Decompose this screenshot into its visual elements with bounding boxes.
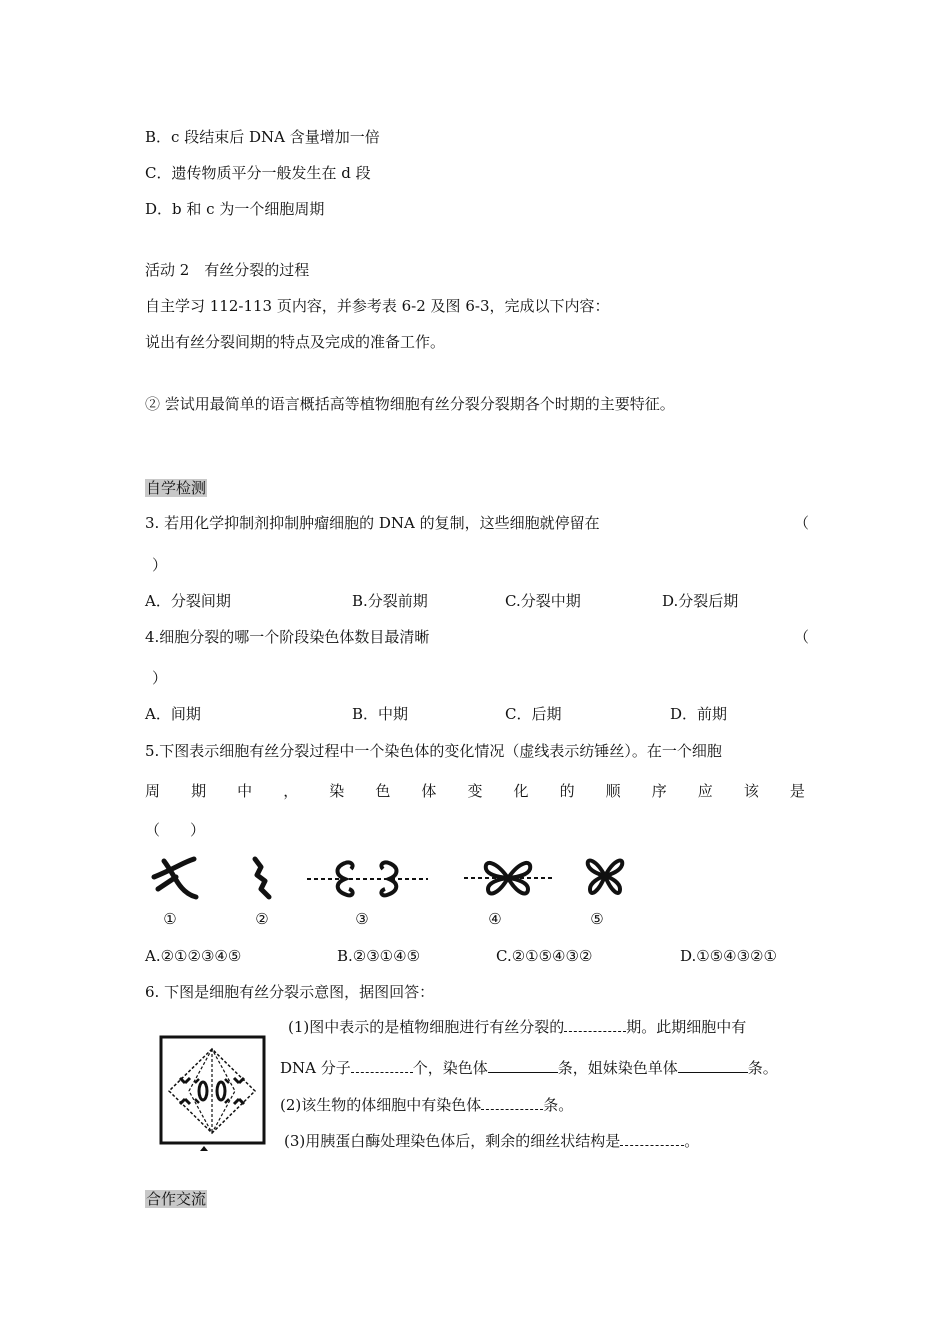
q6-sub2: (2)该生物的体细胞中有染色体 条。 (280, 1096, 574, 1114)
q5-option-a: A.②①②③④⑤ (145, 947, 242, 965)
q5-paren: （ ） (145, 821, 206, 839)
blank[interactable] (481, 1095, 543, 1110)
q3-option-b: B.分裂前期 (352, 592, 428, 610)
q4-option-d: D．前期 (670, 705, 728, 723)
q6-sub3: (3)用胰蛋白酶处理染色体后，剩余的细丝状结构是 。 (284, 1132, 700, 1150)
q6-sub1-line1: (1)图中表示的是植物细胞进行有丝分裂的 期。此期细胞中有 (288, 1018, 747, 1036)
q3-option-c: C.分裂中期 (505, 592, 581, 610)
q4-option-a: A．间期 (145, 705, 201, 723)
blank[interactable] (351, 1058, 413, 1073)
q5-char: 周 (145, 782, 161, 800)
q5-char: 中 (237, 782, 253, 800)
q5-char: ， (283, 782, 299, 800)
q5-text-line2 (145, 781, 805, 801)
q5-option-d: D.①⑤④③②① (680, 947, 777, 965)
chromosome-figure-5 (582, 853, 628, 899)
q5-char: 色 (375, 782, 391, 800)
figure-label-1: ① (163, 910, 177, 928)
figure-label-3: ③ (355, 910, 369, 928)
chromosome-figure-1 (150, 855, 200, 901)
q4-paren-open: （ (794, 628, 810, 646)
q3-paren-close: ） (152, 556, 168, 574)
q5-char: 是 (789, 782, 805, 800)
q6-text: 6. 下图是细胞有丝分裂示意图，据图回答： (145, 983, 435, 1001)
q6-sub1-line2: DNA 分子 个，染色体 条，姐妹染色单体 条。 (280, 1059, 778, 1077)
q5-char: 期 (191, 782, 207, 800)
q5-char: 顺 (605, 782, 621, 800)
blank[interactable] (488, 1058, 558, 1073)
q3-paren-open: （ (794, 514, 810, 532)
q4-option-c: C．后期 (505, 705, 562, 723)
option-c-prev: C．遗传物质平分一般发生在 d 段 (145, 164, 371, 182)
activity-title: 活动 2 有丝分裂的过程 (145, 261, 310, 279)
activity-line3: ② 尝试用最简单的语言概括高等植物细胞有丝分裂分裂期各个时期的主要特征。 (145, 395, 675, 413)
q5-char: 体 (421, 782, 437, 800)
blank[interactable] (620, 1131, 684, 1146)
q5-char: 染 (329, 782, 345, 800)
activity-line2: 说出有丝分裂间期的特点及完成的准备工作。 (145, 333, 446, 351)
blank[interactable] (564, 1017, 626, 1032)
q5-char: 化 (513, 782, 529, 800)
chromosome-figure-2 (243, 855, 283, 901)
q4-text: 4.细胞分裂的哪一个阶段染色体数目最清晰 (145, 628, 430, 646)
option-d-prev: D．b 和 c 为一个细胞周期 (145, 200, 325, 218)
self-test-heading: 自学检测 (146, 479, 207, 497)
q3-text: 3. 若用化学抑制剂抑制肿瘤细胞的 DNA 的复制，这些细胞就停留在 (145, 514, 600, 532)
q5-option-c: C.②①⑤④③② (496, 947, 593, 965)
q4-option-b: B．中期 (352, 705, 409, 723)
q5-option-b: B.②③①④⑤ (337, 947, 421, 965)
q3-option-a: A．分裂间期 (145, 592, 231, 610)
activity-line1: 自主学习 112-113 页内容，并参考表 6-2 及图 6-3，完成以下内容： (145, 297, 610, 315)
figure-label-5: ⑤ (590, 910, 604, 928)
q5-char: 应 (697, 782, 713, 800)
chromosome-figure-3 (305, 855, 430, 901)
cell-division-diagram (155, 1033, 270, 1153)
q5-char: 的 (559, 782, 575, 800)
q5-char: 序 (651, 782, 667, 800)
blank[interactable] (678, 1058, 748, 1073)
figure-label-4: ④ (488, 910, 502, 928)
option-b-prev: B．c 段结束后 DNA 含量增加一倍 (145, 128, 380, 146)
q5-char: 该 (743, 782, 759, 800)
q5-char: 变 (467, 782, 483, 800)
chromosome-figure-4 (462, 855, 554, 901)
q5-text: 5.下图表示细胞有丝分裂过程中一个染色体的变化情况（虚线表示纺锤丝）。在一个细胞 (145, 742, 722, 760)
q4-paren-close: ） (152, 669, 168, 687)
q3-option-d: D.分裂后期 (662, 592, 739, 610)
cooperation-heading: 合作交流 (146, 1190, 207, 1208)
figure-label-2: ② (255, 910, 269, 928)
